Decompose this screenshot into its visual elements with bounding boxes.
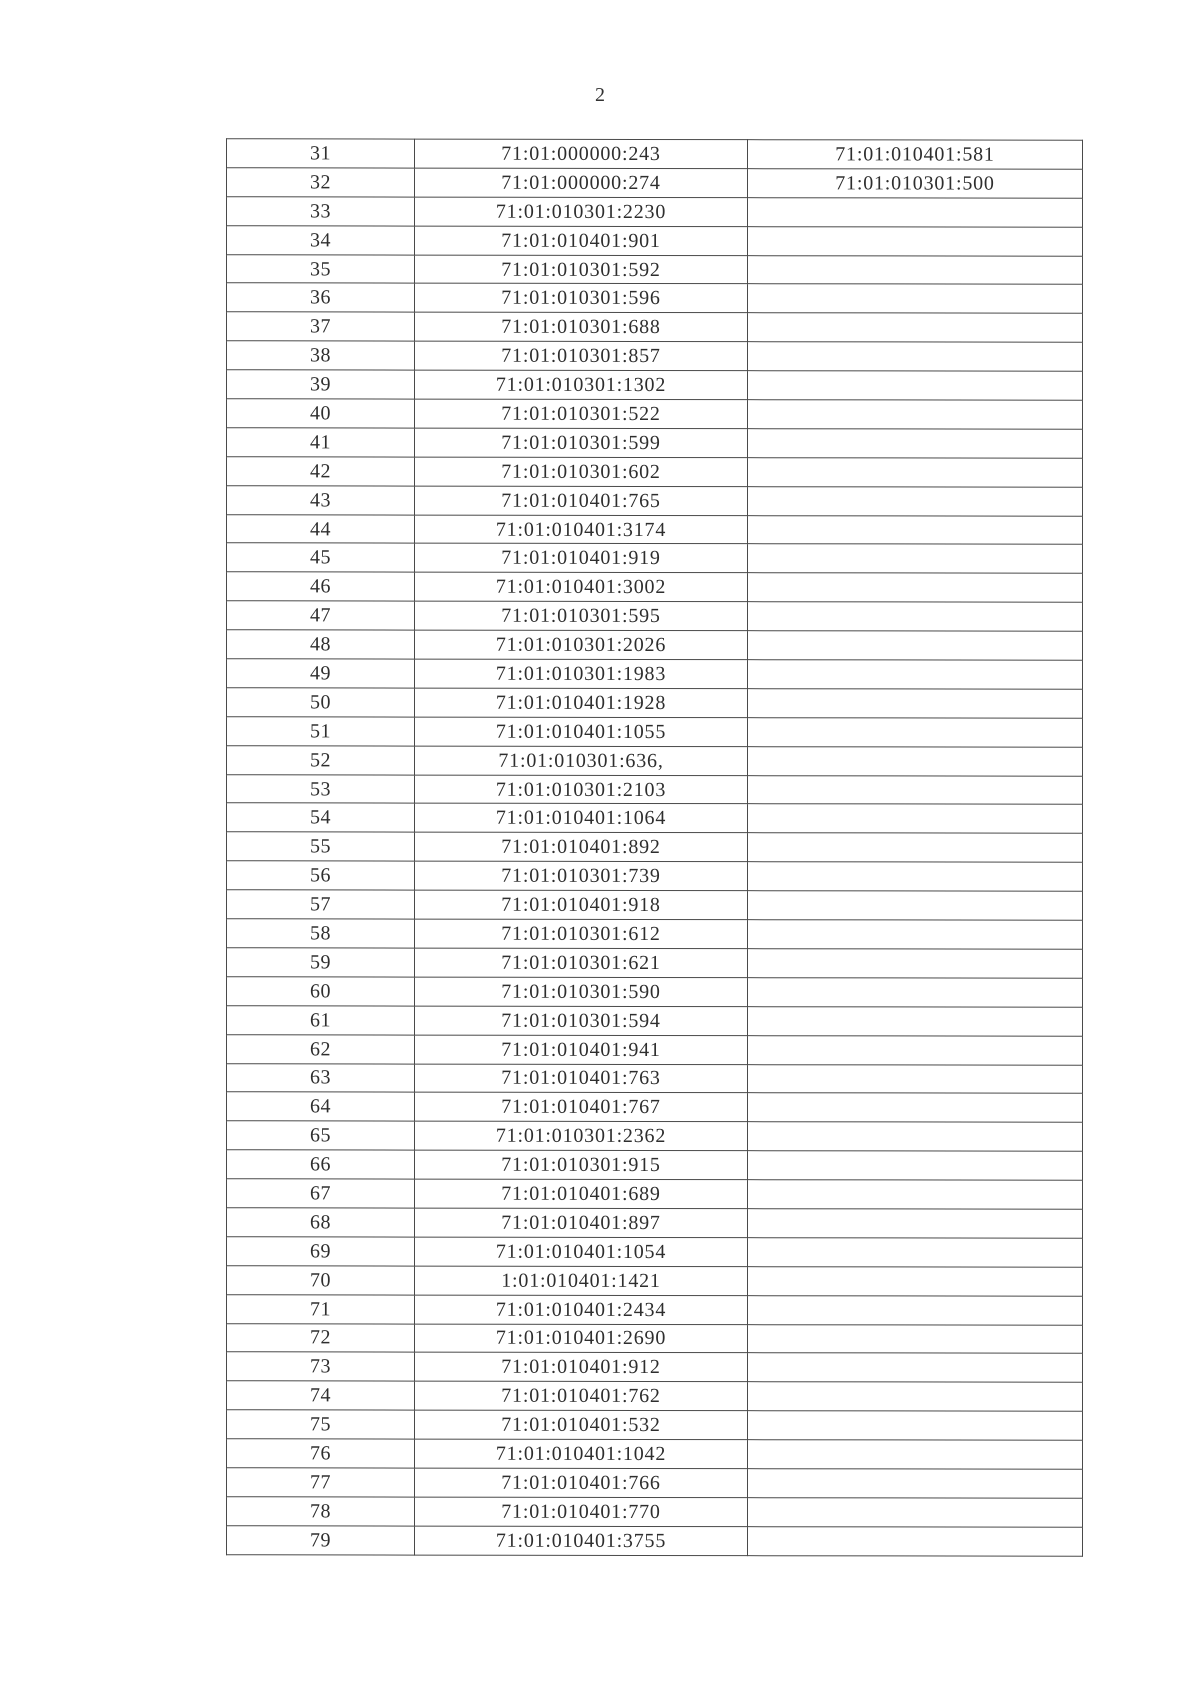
cadastral-number-cell: 71:01:010401:763 (415, 1064, 748, 1093)
cadastral-number-cell: 71:01:010401:919 (415, 544, 748, 573)
related-cadastral-number-cell (748, 1295, 1083, 1324)
cadastral-number-cell: 71:01:000000:243 (415, 139, 748, 168)
cadastral-number-cell: 71:01:000000:274 (415, 168, 748, 197)
cadastral-number-cell: 71:01:010401:892 (415, 832, 748, 861)
row-number-cell: 79 (227, 1526, 415, 1555)
row-number-cell: 38 (227, 341, 415, 370)
row-number-cell: 32 (227, 168, 415, 197)
row-number-cell: 45 (227, 543, 415, 572)
related-cadastral-number-cell (748, 1469, 1083, 1498)
cadastral-number-cell: 71:01:010301:599 (415, 428, 748, 457)
row-number-cell: 55 (227, 832, 415, 861)
table-row (227, 543, 1083, 573)
row-number-cell: 68 (227, 1208, 415, 1237)
cadastral-number-cell: 71:01:010301:594 (415, 1006, 748, 1035)
table-row (227, 370, 1083, 400)
cadastral-number-cell: 71:01:010401:3755 (415, 1526, 748, 1555)
table-row (227, 601, 1083, 631)
table-row (227, 457, 1083, 487)
cadastral-numbers-table (226, 138, 1083, 1556)
row-number-cell: 61 (227, 1005, 415, 1034)
table-row (227, 861, 1083, 891)
related-cadastral-number-cell (748, 1180, 1083, 1209)
table-row (227, 1265, 1083, 1295)
row-number-cell: 60 (227, 977, 415, 1006)
table-row (227, 1294, 1083, 1324)
table-row (227, 514, 1083, 544)
table-row (227, 1410, 1083, 1440)
row-number-cell: 67 (227, 1179, 415, 1208)
table-row (227, 399, 1083, 429)
table-row (227, 977, 1083, 1007)
related-cadastral-number-cell (748, 1006, 1083, 1035)
table-row (227, 1005, 1083, 1035)
row-number-cell: 65 (227, 1121, 415, 1150)
related-cadastral-number-cell (748, 1526, 1083, 1555)
table-row (227, 254, 1083, 284)
cadastral-number-cell: 71:01:010301:602 (415, 457, 748, 486)
cadastral-number-cell: 71:01:010301:636, (415, 746, 748, 775)
related-cadastral-number-cell (748, 457, 1083, 486)
row-number-cell: 54 (227, 803, 415, 832)
table-row (227, 948, 1083, 978)
related-cadastral-number-cell (748, 833, 1083, 862)
table-row (227, 312, 1083, 342)
cadastral-number-cell: 71:01:010401:1054 (415, 1237, 748, 1266)
related-cadastral-number-cell (748, 804, 1083, 833)
row-number-cell: 69 (227, 1237, 415, 1266)
table-row (227, 659, 1083, 689)
related-cadastral-number-cell (748, 1238, 1083, 1267)
row-number-cell: 36 (227, 283, 415, 312)
cadastral-number-cell: 71:01:010301:1302 (415, 370, 748, 399)
row-number-cell: 31 (227, 139, 415, 168)
table-row (227, 919, 1083, 949)
row-number-cell: 39 (227, 370, 415, 399)
table-row (227, 745, 1083, 775)
cadastral-number-cell: 71:01:010401:767 (415, 1092, 748, 1121)
row-number-cell: 62 (227, 1034, 415, 1063)
cadastral-number-cell: 71:01:010301:2103 (415, 775, 748, 804)
row-number-cell: 77 (227, 1468, 415, 1497)
table-row (227, 630, 1083, 660)
cadastral-number-cell: 71:01:010401:1042 (415, 1439, 748, 1468)
related-cadastral-number-cell (748, 689, 1083, 718)
table-row (227, 890, 1083, 920)
related-cadastral-number-cell (748, 1411, 1083, 1440)
row-number-cell: 71 (227, 1294, 415, 1323)
table-row (227, 1179, 1083, 1209)
table-row (227, 832, 1083, 862)
table-row (227, 139, 1083, 169)
cadastral-number-cell: 71:01:010401:912 (415, 1352, 748, 1381)
table-row (227, 1121, 1083, 1151)
table-row (227, 1468, 1083, 1498)
cadastral-number-cell: 71:01:010301:595 (415, 601, 748, 630)
related-cadastral-number-cell (748, 1064, 1083, 1093)
row-number-cell: 49 (227, 659, 415, 688)
related-cadastral-number-cell (748, 746, 1083, 775)
related-cadastral-number-cell (748, 717, 1083, 746)
table-row (227, 688, 1083, 718)
cadastral-number-cell: 71:01:010401:3002 (415, 572, 748, 601)
table-row (227, 1381, 1083, 1411)
related-cadastral-number-cell (748, 544, 1083, 573)
table-row (227, 572, 1083, 602)
cadastral-number-cell: 71:01:010301:592 (415, 255, 748, 284)
related-cadastral-number-cell (748, 1122, 1083, 1151)
cadastral-number-cell: 71:01:010401:1055 (415, 717, 748, 746)
row-number-cell: 58 (227, 919, 415, 948)
row-number-cell: 52 (227, 745, 415, 774)
row-number-cell: 34 (227, 225, 415, 254)
related-cadastral-number-cell (748, 371, 1083, 400)
table-row (227, 1439, 1083, 1469)
cadastral-number-cell: 71:01:010401:689 (415, 1179, 748, 1208)
row-number-cell: 72 (227, 1323, 415, 1352)
cadastral-number-cell: 1:01:010401:1421 (415, 1266, 748, 1295)
cadastral-number-cell: 71:01:010401:762 (415, 1381, 748, 1410)
row-number-cell: 47 (227, 601, 415, 630)
related-cadastral-number-cell (748, 660, 1083, 689)
table-row (227, 1323, 1083, 1353)
related-cadastral-number-cell: 71:01:010401:581 (748, 140, 1083, 169)
row-number-cell: 43 (227, 485, 415, 514)
related-cadastral-number-cell (748, 1209, 1083, 1238)
related-cadastral-number-cell (748, 515, 1083, 544)
table-row (227, 1497, 1083, 1527)
cadastral-number-cell: 71:01:010401:532 (415, 1410, 748, 1439)
related-cadastral-number-cell (748, 197, 1083, 226)
cadastral-number-cell: 71:01:010401:770 (415, 1497, 748, 1526)
related-cadastral-number-cell (748, 429, 1083, 458)
row-number-cell: 59 (227, 948, 415, 977)
related-cadastral-number-cell (748, 1498, 1083, 1527)
row-number-cell: 66 (227, 1150, 415, 1179)
cadastral-number-cell: 71:01:010401:901 (415, 226, 748, 255)
table-row (227, 485, 1083, 515)
row-number-cell: 75 (227, 1410, 415, 1439)
table-row (227, 1034, 1083, 1064)
cadastral-number-cell: 71:01:010301:522 (415, 399, 748, 428)
related-cadastral-number-cell (748, 1382, 1083, 1411)
related-cadastral-number-cell (748, 602, 1083, 631)
table-row (227, 1208, 1083, 1238)
cadastral-number-cell: 71:01:010401:766 (415, 1468, 748, 1497)
related-cadastral-number-cell (748, 226, 1083, 255)
row-number-cell: 78 (227, 1497, 415, 1526)
related-cadastral-number-cell (748, 313, 1083, 342)
cadastral-number-cell: 71:01:010401:2434 (415, 1295, 748, 1324)
cadastral-number-cell: 71:01:010301:621 (415, 948, 748, 977)
table-row (227, 1237, 1083, 1267)
cadastral-number-cell: 71:01:010301:596 (415, 284, 748, 313)
cadastral-number-cell: 71:01:010301:857 (415, 341, 748, 370)
related-cadastral-number-cell (748, 775, 1083, 804)
cadastral-number-cell: 71:01:010401:1064 (415, 804, 748, 833)
related-cadastral-number-cell (748, 1093, 1083, 1122)
cadastral-number-cell: 71:01:010301:590 (415, 977, 748, 1006)
cadastral-number-cell: 71:01:010301:2362 (415, 1121, 748, 1150)
row-number-cell: 35 (227, 254, 415, 283)
related-cadastral-number-cell (748, 1324, 1083, 1353)
row-number-cell: 33 (227, 197, 415, 226)
table-row (227, 197, 1083, 227)
row-number-cell: 41 (227, 428, 415, 457)
cadastral-number-cell: 71:01:010301:1983 (415, 659, 748, 688)
related-cadastral-number-cell (748, 1266, 1083, 1295)
row-number-cell: 37 (227, 312, 415, 341)
table-row (227, 1092, 1083, 1122)
row-number-cell: 57 (227, 890, 415, 919)
related-cadastral-number-cell (748, 284, 1083, 313)
row-number-cell: 76 (227, 1439, 415, 1468)
cadastral-number-cell: 71:01:010301:739 (415, 861, 748, 890)
cadastral-number-cell: 71:01:010301:915 (415, 1150, 748, 1179)
row-number-cell: 56 (227, 861, 415, 890)
row-number-cell: 63 (227, 1063, 415, 1092)
row-number-cell: 48 (227, 630, 415, 659)
row-number-cell: 44 (227, 514, 415, 543)
related-cadastral-number-cell (748, 486, 1083, 515)
cadastral-number-cell: 71:01:010401:918 (415, 890, 748, 919)
cadastral-number-cell: 71:01:010301:2026 (415, 630, 748, 659)
table-row (227, 717, 1083, 747)
table-row (227, 283, 1083, 313)
cadastral-number-cell: 71:01:010401:765 (415, 486, 748, 515)
row-number-cell: 73 (227, 1352, 415, 1381)
related-cadastral-number-cell (748, 631, 1083, 660)
table-row (227, 168, 1083, 198)
table-row (227, 774, 1083, 804)
related-cadastral-number-cell (748, 400, 1083, 429)
cadastral-number-cell: 71:01:010401:1928 (415, 688, 748, 717)
related-cadastral-number-cell (748, 1151, 1083, 1180)
related-cadastral-number-cell (748, 1035, 1083, 1064)
cadastral-number-cell: 71:01:010401:3174 (415, 515, 748, 544)
related-cadastral-number-cell (748, 255, 1083, 284)
table-row (227, 1063, 1083, 1093)
row-number-cell: 46 (227, 572, 415, 601)
page-number: 2 (595, 84, 605, 106)
table-row (227, 225, 1083, 255)
related-cadastral-number-cell (748, 342, 1083, 371)
related-cadastral-number-cell (748, 1353, 1083, 1382)
related-cadastral-number-cell (748, 862, 1083, 891)
related-cadastral-number-cell (748, 920, 1083, 949)
cadastral-number-cell: 71:01:010401:897 (415, 1208, 748, 1237)
related-cadastral-number-cell (748, 573, 1083, 602)
related-cadastral-number-cell (748, 949, 1083, 978)
row-number-cell: 40 (227, 399, 415, 428)
table-body (227, 139, 1083, 1556)
table-row (227, 1352, 1083, 1382)
row-number-cell: 64 (227, 1092, 415, 1121)
related-cadastral-number-cell (748, 1440, 1083, 1469)
cadastral-number-cell: 71:01:010401:2690 (415, 1324, 748, 1353)
related-cadastral-number-cell: 71:01:010301:500 (748, 169, 1083, 198)
cadastral-number-cell: 71:01:010301:688 (415, 312, 748, 341)
row-number-cell: 51 (227, 717, 415, 746)
row-number-cell: 50 (227, 688, 415, 717)
table-row (227, 803, 1083, 833)
row-number-cell: 70 (227, 1265, 415, 1294)
table-row (227, 341, 1083, 371)
cadastral-number-cell: 71:01:010401:941 (415, 1035, 748, 1064)
row-number-cell: 53 (227, 774, 415, 803)
row-number-cell: 74 (227, 1381, 415, 1410)
cadastral-number-cell: 71:01:010301:2230 (415, 197, 748, 226)
related-cadastral-number-cell (748, 891, 1083, 920)
related-cadastral-number-cell (748, 977, 1083, 1006)
table-row (227, 428, 1083, 458)
table-row (227, 1526, 1083, 1556)
row-number-cell: 42 (227, 457, 415, 486)
cadastral-number-cell: 71:01:010301:612 (415, 919, 748, 948)
table-row (227, 1150, 1083, 1180)
